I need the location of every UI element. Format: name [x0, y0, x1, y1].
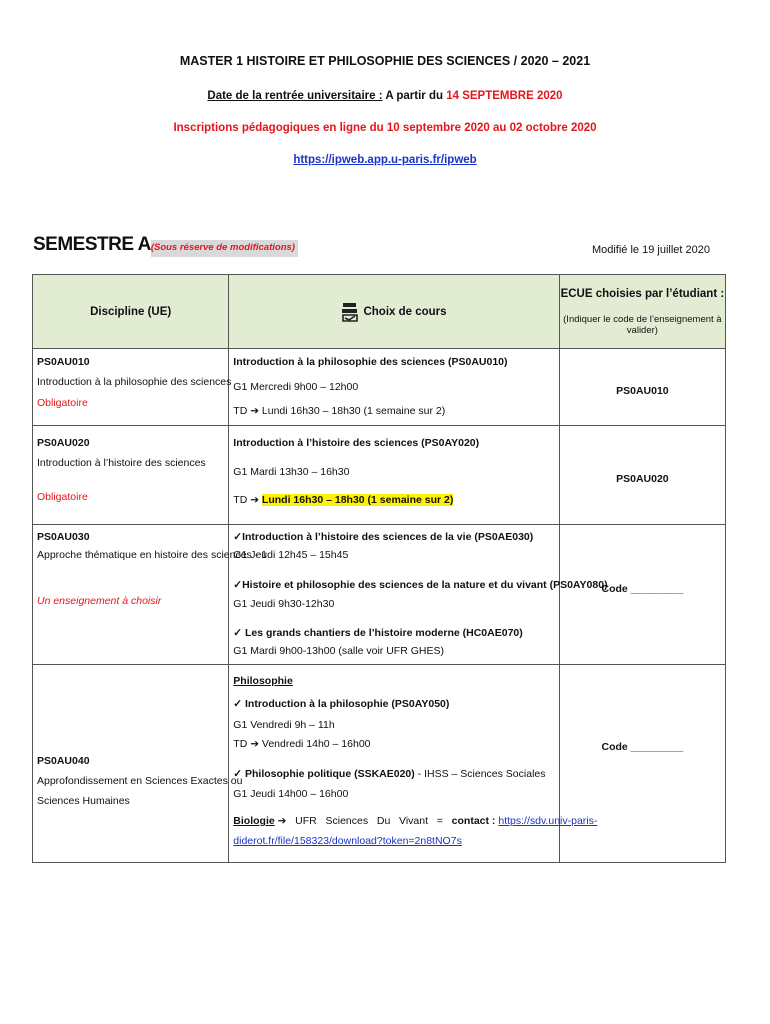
table-row	[33, 525, 726, 665]
biologie-link-part2[interactable]: diderot.fr/file/158323/download?token=2n8tNO7s	[233, 835, 462, 847]
choix-cell	[229, 665, 598, 863]
course-option-2-suffix: - IHSS – Sciences Sociales	[414, 768, 546, 780]
ipweb-link-line	[0, 154, 770, 166]
rentree-line	[0, 90, 770, 102]
discipline-cell	[33, 349, 232, 426]
course-g1: G1 Mercredi 9h00 – 12h00	[233, 381, 359, 393]
biologie-link-part1[interactable]: https://sdv.univ-paris-	[498, 815, 598, 827]
semester-note: (Sous réserve de modifications)	[151, 240, 298, 257]
course-option-1-title: ✓ Introduction à la philosophie (PS0AY050)	[233, 698, 450, 710]
course-g1: G1 Mardi 13h30 – 16h30	[233, 466, 350, 478]
course-option-1-g1: G1 Vendredi 9h – 11h	[233, 719, 335, 731]
biologie-line	[233, 815, 597, 827]
discipline-cell	[33, 525, 267, 665]
ecue-value: PS0AU010	[616, 385, 669, 397]
semester-title: SEMESTRE A	[33, 234, 151, 255]
books-icon	[341, 301, 359, 323]
ue-name: Introduction à l’histoire des sciences	[37, 457, 206, 469]
header-choix	[229, 275, 559, 349]
ue-code: PS0AU020	[37, 437, 90, 449]
rentree-prefix: A partir du	[382, 90, 447, 102]
header-ecue-sub: (Indiquer le code de l’enseignement à valider)	[563, 313, 722, 336]
ecue-cell[interactable]	[559, 665, 725, 863]
ue-name: Introduction à la philosophie des sciences	[37, 376, 232, 388]
course-option-2-g1: G1 Jeudi 14h00 – 16h00	[233, 788, 349, 800]
course-option-2-title: ✓ Philosophie politique (SSKAE020)	[233, 768, 415, 780]
header-ecue	[559, 275, 725, 349]
course-td-highlight: Lundi 16h30 – 18h30 (1 semaine sur 2)	[261, 494, 454, 506]
ue-status: Un enseignement à choisir	[37, 595, 162, 607]
course-title: Introduction à la philosophie des sciences (PS0AU010)	[233, 356, 508, 368]
header-discipline	[33, 275, 229, 349]
ue-name-line2: Sciences Humaines	[37, 795, 130, 807]
ue-code: PS0AU040	[37, 755, 90, 767]
ecue-cell[interactable]	[559, 525, 725, 665]
rentree-date: 14 SEPTEMBRE 2020	[446, 90, 563, 102]
header-choix-label: Choix de cours	[363, 305, 447, 318]
ue-status: Obligatoire	[37, 491, 88, 503]
rentree-label: Date de la rentrée universitaire :	[207, 90, 383, 102]
course-option-3-title: ✓ Les grands chantiers de l’histoire moderne (HC0AE070)	[233, 627, 523, 639]
discipline-cell	[33, 665, 243, 863]
course-option-2-title-line	[233, 768, 545, 780]
ue-name-line1: Approfondissement en Sciences Exactes ou	[37, 775, 243, 787]
course-option-1-title: ✓Introduction à l’histoire des sciences de la vie (PS0AE030)	[233, 531, 534, 543]
table-row	[33, 349, 726, 426]
ipweb-link[interactable]: https://ipweb.app.u-paris.fr/ipweb	[293, 154, 477, 166]
ecue-code-field[interactable]: Code _________	[601, 741, 684, 753]
inscriptions-line: Inscriptions pédagogiques en ligne du 10 septembre 2020 au 02 octobre 2020	[173, 122, 597, 134]
course-td-prefix: TD ➔	[233, 494, 262, 506]
header-discipline-label: Discipline (UE)	[90, 305, 172, 318]
course-table	[32, 274, 726, 863]
biologie-contact-label: contact :	[451, 815, 496, 827]
modified-date: Modifié le 19 juillet 2020	[591, 244, 710, 256]
ecue-cell[interactable]	[559, 426, 725, 525]
ue-code: PS0AU030	[37, 531, 90, 543]
biologie-label: Biologie	[233, 815, 275, 827]
course-td: TD ➔ Lundi 16h30 – 18h30 (1 semaine sur 2)	[233, 405, 446, 417]
course-option-1-g1: G1 Jeudi 12h45 – 15h45	[233, 549, 349, 561]
course-option-2-g1: G1 Jeudi 9h30-12h30	[233, 598, 335, 610]
header-ecue-label: ECUE choisies par l’étudiant :	[560, 287, 725, 300]
page-title: MASTER 1 HISTOIRE ET PHILOSOPHIE DES SCIENCES / 2020 – 2021	[179, 54, 591, 68]
choix-cell	[229, 525, 608, 665]
ue-status: Obligatoire	[37, 397, 88, 409]
biologie-text: ➔ UFR Sciences Du Vivant =	[274, 815, 452, 827]
semester-heading	[33, 234, 298, 256]
course-option-1-td: TD ➔ Vendredi 14h0 – 16h00	[233, 738, 371, 750]
discipline-cell	[33, 426, 229, 525]
section-label: Philosophie	[233, 675, 293, 687]
course-option-2-title: ✓Histoire et philosophie des sciences de la nature et du vivant (PS0AY080)	[233, 579, 608, 591]
ecue-code-field[interactable]: Code _________	[601, 583, 684, 595]
course-option-3-g1: G1 Mardi 9h00-13h00 (salle voir UFR GHES)	[233, 645, 444, 657]
course-title: Introduction à l’histoire des sciences (PS0AY020)	[233, 437, 480, 449]
ecue-cell[interactable]	[559, 349, 725, 426]
choix-cell	[229, 426, 559, 525]
choix-cell	[229, 349, 559, 426]
table-row	[33, 426, 726, 525]
ue-code: PS0AU010	[37, 356, 90, 368]
table-header-row	[33, 275, 726, 349]
course-td	[233, 494, 453, 506]
ue-name: Approche thématique en histoire des sciences - 1	[37, 549, 267, 561]
table-row	[33, 665, 726, 863]
ecue-value: PS0AU020	[616, 473, 669, 485]
